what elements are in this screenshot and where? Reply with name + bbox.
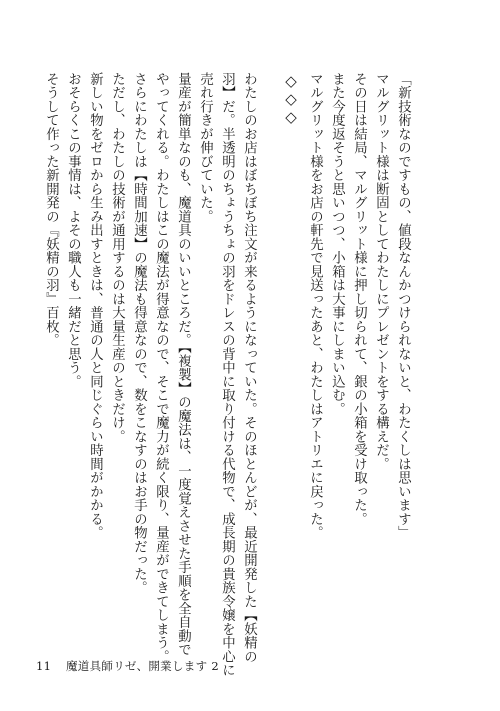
text-column: 量産が簡単なのも、魔道具のいいところだ。【複製】の魔法は、一度覚えさせた手順を全自動で [175,72,191,657]
text-column: マルグリット様をお店の軒先で見送ったあと、わたしはアトリエに戻った。 [307,72,323,540]
section-break-diamonds: ◇◇◇ [282,72,300,126]
text-column: その日は結局、マルグリット様に押し切られて、銀の小箱を受け取った。 [351,72,367,526]
book-title: 魔道具師リゼ、開業します 2 [66,659,219,673]
text-column: さらにわたしは【時間加速】の魔法も得意なので、数をこなすのはお手の物だった。 [131,72,147,595]
text-column: おそらくこの事情は、よその職人も一緒だと思う。 [65,72,81,389]
text-column: 新しい物をゼロから生み出すときは、普通の人と同じぐらい時間がかかる。 [87,72,103,540]
text-column: 「新技術なのですもの、値段なんかつけられないと、わたくしは思います」 [395,72,411,540]
page-number: 11 [36,659,52,673]
text-column: 売れ行きが伸びていた。 [197,72,213,224]
text-column: また今度返そうと思いつつ、小箱は大事にしまい込む。 [329,72,345,416]
text-column: 羽】だ。半透明のちょうちょの羽をドレスの背中に取り付ける代物で、成長期の貴族令嬢を中心に [219,72,235,677]
text-column: ただし、わたしの技術が通用するのは大量生産のときだけ。 [109,72,125,444]
text-column: そうして作った新開発の『妖精の羽』百枚。 [43,72,59,347]
text-column: マルグリット様は断固としてわたしにプレゼントをする構えだ。 [373,72,389,471]
text-column: わたしのお店はぼちぼち注文が来るようになっていた。そのほとんどが、最近開発した【妖精の [241,72,257,664]
page-footer [36,658,219,674]
text-column: やってくれる。わたしはこの魔法が得意なので、そこで魔力が続く限り、量産ができてしまう。 [153,72,169,664]
